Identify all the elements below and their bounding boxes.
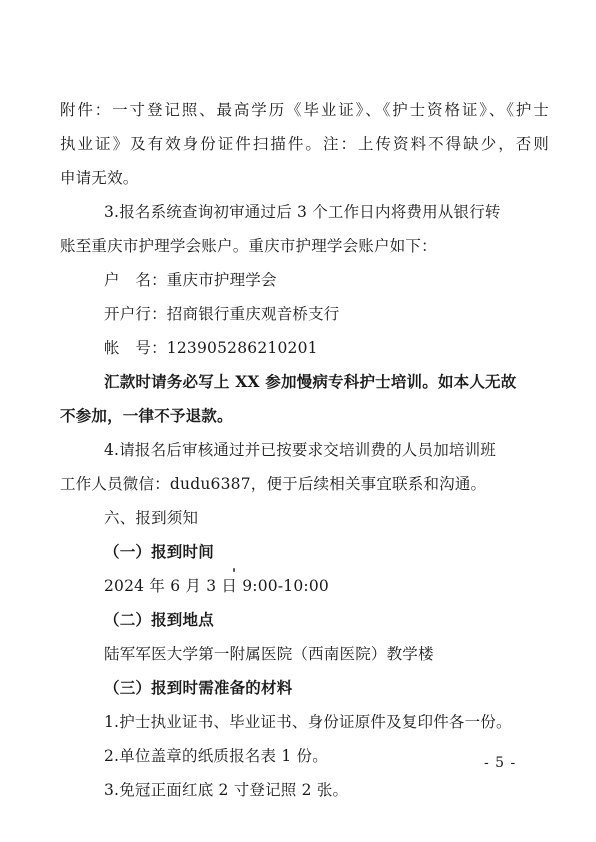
text-line: 申请无效。 (60, 169, 139, 187)
text-line: 执业证》及有效身份证件扫描件。注：上传资料不得缺少，否则 (60, 135, 549, 153)
materials-item: 3.免冠正面红底 2 寸登记照 2 张。 (104, 781, 349, 799)
report-place-line: 陆军军医大学第一附属医院（西南医院）教学楼 (104, 645, 434, 663)
section-heading: 六、报到须知 (104, 509, 199, 527)
bank-line: 开户行：招商银行重庆观音桥支行 (104, 305, 340, 323)
materials-item: 1.护士执业证书、毕业证书、身份证原件及复印件各一份。 (104, 713, 512, 731)
page-number: - 5 - (484, 755, 517, 771)
materials-item: 2.单位盖章的纸质报名表 1 份。 (104, 747, 328, 765)
subsection-heading: （三）报到时需准备的材料 (104, 678, 293, 697)
remittance-notice-line: 不参加，一律不予退款。 (60, 406, 233, 425)
text-line: 4.请报名后审核通过并已按要求交培训费的人员加培训班 (104, 441, 496, 459)
remittance-notice-line: 汇款时请务必写上 XX 参加慢病专科护士培训。如本人无故 (104, 372, 517, 391)
account-name-line: 户 名：重庆市护理学会 (104, 271, 277, 289)
report-time-line: 2024 年 6 月 3 日 9:00-10:00 (104, 577, 329, 595)
text-line: 3.报名系统查询初审通过后 3 个工作日内将费用从银行转 (104, 203, 501, 221)
text-line: 附件：一寸登记照、最高学历《毕业证》、《护士资格证》、《护士 (60, 101, 549, 119)
text-line: 工作人员微信：dudu6387，便于后续相关事宜联系和沟通。 (60, 475, 487, 493)
subsection-heading: （一）报到时间 (104, 542, 214, 561)
subsection-heading: （二）报到地点 (104, 610, 214, 629)
text-line: 账至重庆市护理学会账户。重庆市护理学会账户如下： (60, 237, 437, 255)
speck-mark (233, 568, 235, 572)
account-number-line: 帐 号：123905286210201 (104, 339, 318, 357)
